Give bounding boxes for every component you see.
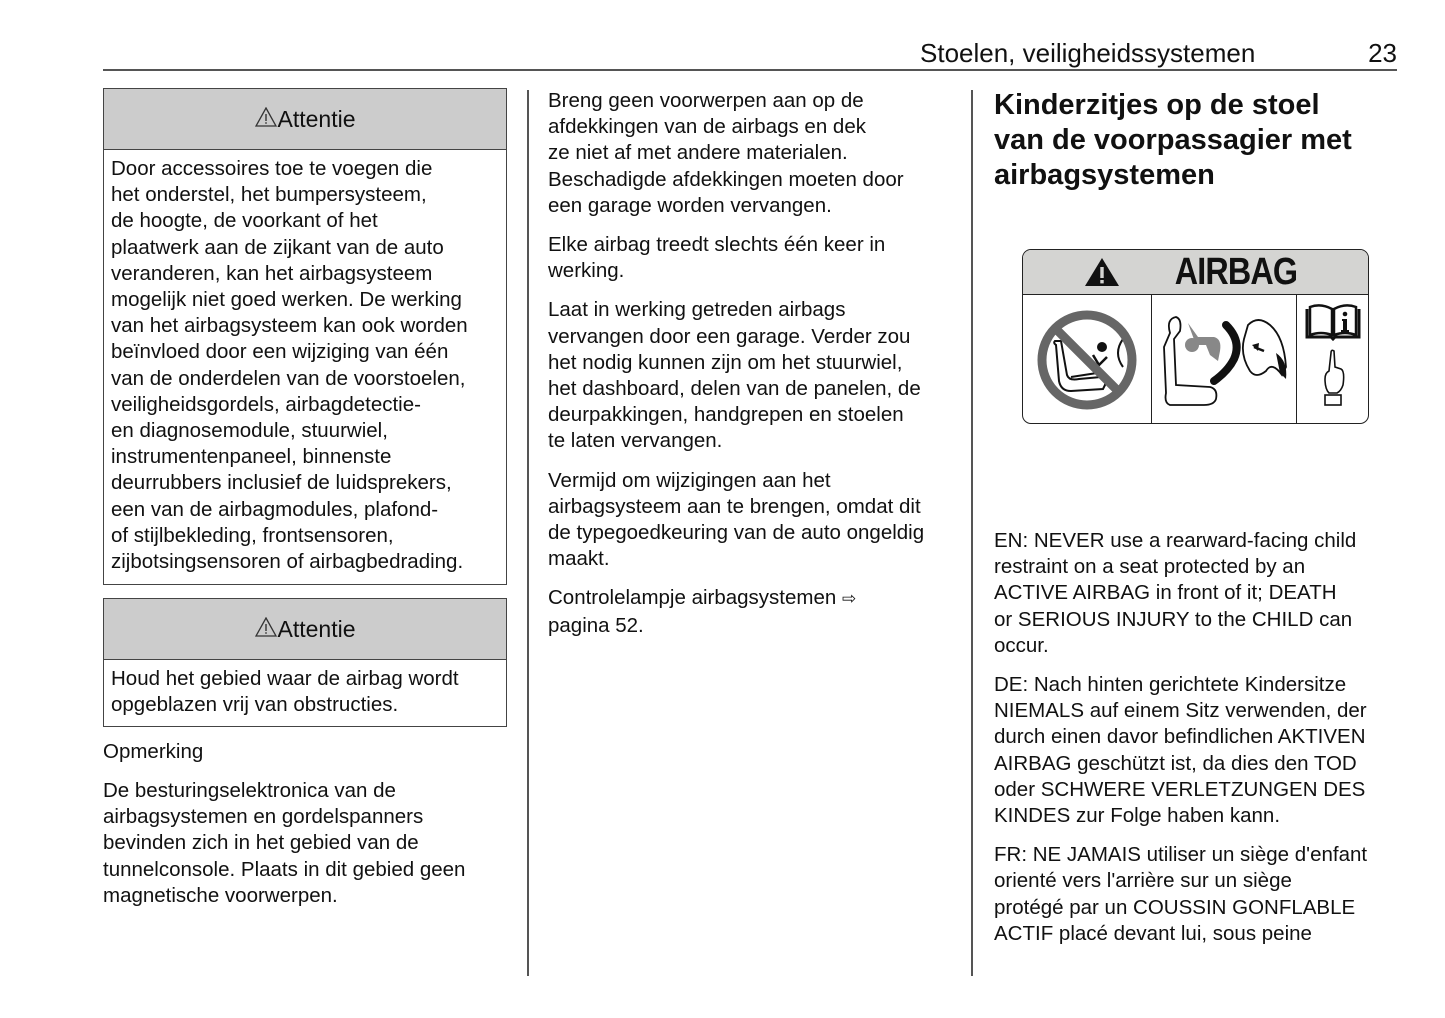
caution-text: Door accessoires toe te voegen die het onderstel, het bumpersysteem, de hoogte, de voorkant of het plaatwerk aan de zijkant van de auto veranderen, kan het airbagsysteem mogelijk niet goed werken. De werking van het airbagsysteem kan ook worden beïnvloed door een wijziging van één van de onderdelen van de voorstoelen, veiligheidsgordels, airbagdetectie- en diagnosemodule, stuurwiel, instrumentenpaneel, binnenste deurrubbers inclusief de luidsprekers, een van de airbagmodules, plafond- of stijlbekleding, frontsensoren, zijbotsingsensoren of airbagbedrading. bbox=[111, 157, 468, 574]
caution-heading: Attentie bbox=[277, 615, 356, 642]
caution-header bbox=[104, 599, 506, 660]
section-title: Kinderzitjes op de stoel van de voorpassagier met airbagsystemen bbox=[994, 89, 1352, 191]
caution-box bbox=[103, 88, 507, 585]
paragraph: Vermijd om wijzigingen aan het airbagsysteem aan te brengen, omdat dit de typegoedkeuring van de auto ongeldig maakt. bbox=[548, 468, 925, 571]
airbag-label-header bbox=[1023, 250, 1368, 295]
warning-text-de: DE: Nach hinten gerichtete Kindersitze NIEMALS auf einem Sitz verwenden, der durch einen davor befindlichen AKTIVEN AIRBAG geschützt ist, da dies den TOD oder SCHWERE VERLETZUNGEN DES KINDES zur Folge haben kann. bbox=[994, 673, 1367, 828]
warning-text-en: EN: NEVER use a rearward-facing child restraint on a seat protected by an ACTIVE AIRBAG in front of it; DEATH or SERIOUS INJURY to the CHILD can occur. bbox=[994, 529, 1357, 657]
language-code: DE bbox=[994, 673, 1023, 697]
column-divider bbox=[527, 90, 529, 976]
caution-box bbox=[103, 598, 507, 727]
language-code: FR bbox=[994, 843, 1022, 867]
column-divider bbox=[971, 90, 973, 976]
paragraph: Laat in werking getreden airbags vervangen door een garage. Verder zou het nodig kunnen zijn om het stuurwiel, het dashboard, delen van de panelen, de deurpakkingen, handgrepen en stoelen te laten vervangen. bbox=[548, 298, 921, 453]
airbag-label-word: AIRBAG bbox=[1174, 250, 1297, 293]
note-text: De besturingselektronica van de airbagsystemen en gordelspanners bevinden zich in het gebied van de tunnelconsole. Plaats in dit gebied geen magnetische voorwerpen. bbox=[103, 779, 466, 907]
column-middle bbox=[548, 88, 958, 639]
cross-reference[interactable] bbox=[548, 585, 958, 638]
warning-triangle-icon bbox=[1084, 257, 1120, 287]
pointing-finger-icon bbox=[1325, 350, 1344, 405]
page-number: 23 bbox=[1368, 38, 1397, 68]
warning-triangle-icon bbox=[255, 107, 277, 127]
column-right bbox=[994, 88, 1394, 193]
airbag-warning-label bbox=[1022, 249, 1369, 424]
running-section-title: Stoelen, veiligheidssystemen bbox=[920, 38, 1256, 68]
multilingual-warning bbox=[994, 528, 1404, 947]
no-rear-facing-child-seat-icon bbox=[1023, 295, 1152, 424]
language-code: EN bbox=[994, 529, 1023, 552]
note-heading: Opmerking bbox=[103, 740, 204, 763]
arrow-right-icon: ⇨ bbox=[841, 589, 857, 609]
manual-info-book-icon bbox=[1307, 305, 1359, 339]
caution-header bbox=[104, 89, 506, 150]
airbag-deploy-seat-icon bbox=[1152, 295, 1297, 424]
paragraph: Breng geen voorwerpen aan op de afdekkingen van de airbags en dek ze niet af met andere materialen. Beschadigde afdekkingen moeten door een garage worden vervangen. bbox=[548, 89, 904, 217]
paragraph: Elke airbag treedt slechts één keer in werking. bbox=[548, 233, 886, 283]
caution-text: Houd het gebied waar de airbag wordt opgeblazen vrij van obstructies. bbox=[111, 667, 459, 717]
warning-text-fr: FR: NE JAMAIS utiliser un siège d'enfant orienté vers l'arrière sur un siège protégé par un COUSSIN GONFLABLE ACTIF placé devant lui, sous peine bbox=[994, 843, 1368, 945]
cross-reference-page-link[interactable]: pagina 52. bbox=[548, 613, 644, 637]
page-header bbox=[103, 36, 1397, 71]
caution-heading: Attentie bbox=[277, 105, 356, 132]
cross-reference-label: Controlelampje airbagsystemen bbox=[548, 586, 837, 610]
column-left bbox=[103, 88, 507, 909]
manual-info-icon-panel bbox=[1297, 295, 1368, 424]
warning-triangle-icon bbox=[255, 617, 277, 637]
